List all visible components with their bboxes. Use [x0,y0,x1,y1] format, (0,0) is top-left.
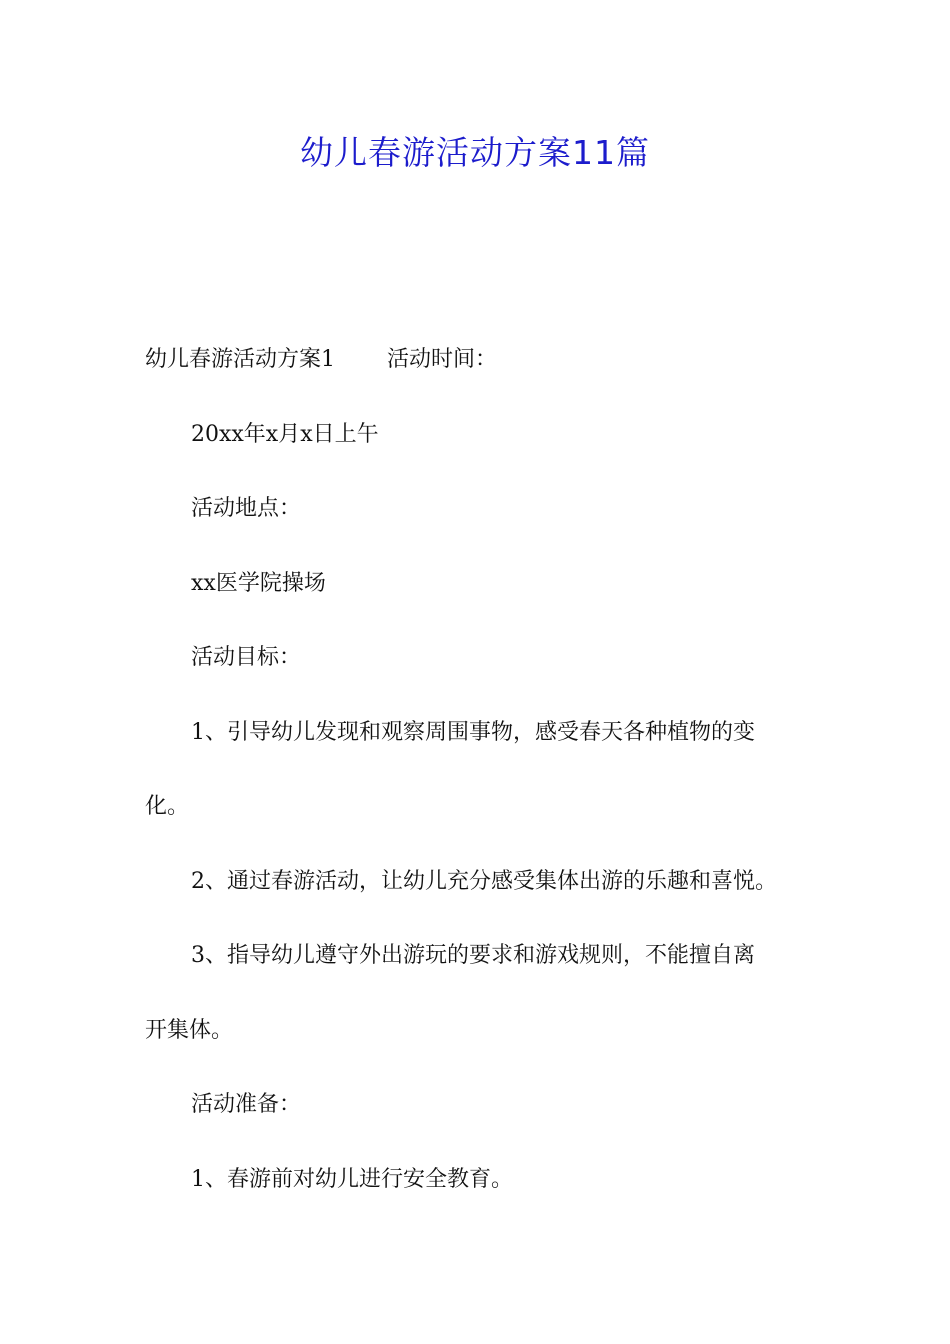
paragraph-line: 开集体。 [145,1017,234,1043]
paragraph-line: 3、指导幼儿遵守外出游玩的要求和游戏规则，不能擅自离 [191,943,755,968]
paragraph-line: xx医学院操场 [191,570,326,596]
paragraph-line: 活动准备： [191,1092,302,1117]
activity-time-label: 活动时间： [387,347,498,372]
paragraph-line: 活动地点： [191,496,302,521]
paragraph-line: 20xx年x月x日上午 [191,421,379,447]
paragraph-line: 化。 [145,794,190,819]
paragraph-line: 活动目标： [191,645,302,670]
paragraph-line: 1、引导幼儿发现和观察周围事物，感受春天各种植物的变 [191,719,755,745]
document-title: 幼儿春游活动方案11篇 [300,133,650,172]
section-heading: 幼儿春游活动方案1 [145,347,335,372]
paragraph-line: 2、通过春游活动，让幼儿充分感受集体出游的乐趣和喜悦。 [191,868,777,894]
paragraph-line: 1、春游前对幼儿进行安全教育。 [191,1166,513,1192]
document-body [145,331,817,1225]
paragraph-line [145,331,817,406]
